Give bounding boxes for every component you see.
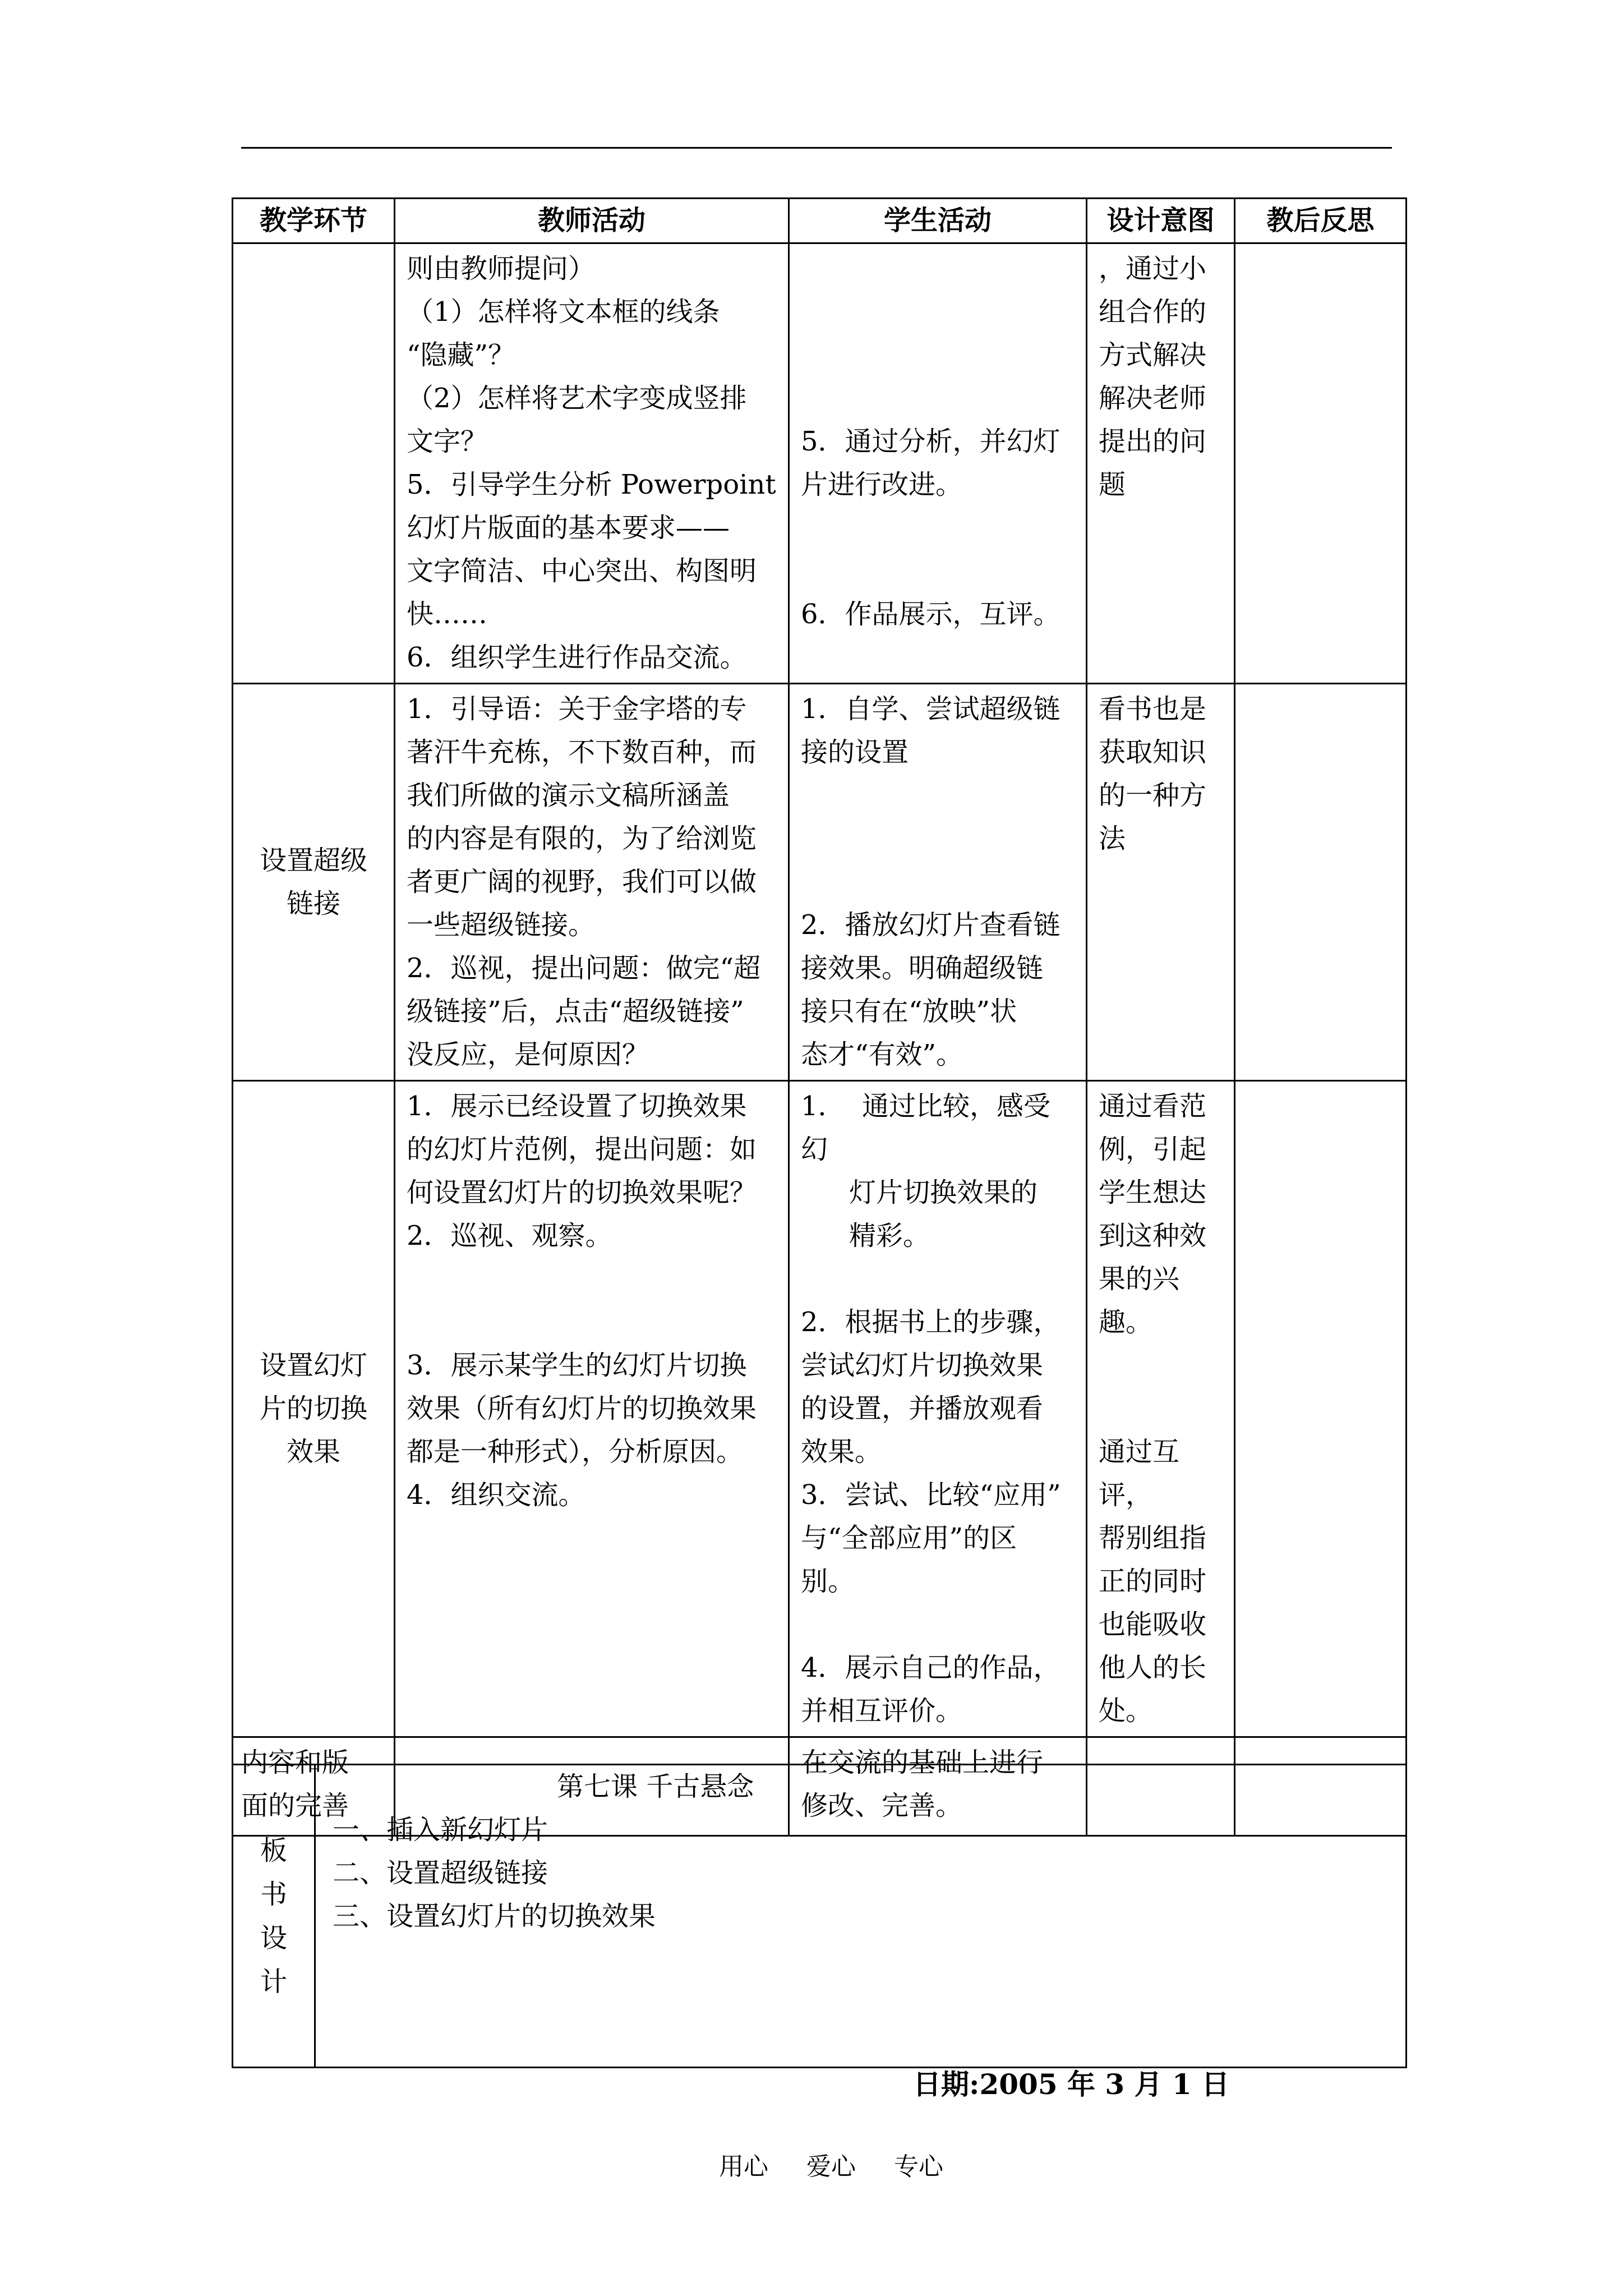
stage-cell: 内容和版 面的完善	[233, 1737, 395, 1836]
lesson-plan-table	[232, 197, 1407, 1837]
col-header-teacher: 教师活动	[395, 199, 789, 243]
stage-cell-empty	[233, 243, 395, 684]
col-header-stage: 教学环节	[233, 199, 395, 243]
board-content-cell	[315, 1765, 1407, 2068]
stage-cell: 设置超级 链接	[233, 684, 395, 1081]
teacher-cell: 1．展示已经设置了切换效果 的幻灯片范例，提出问题：如 何设置幻灯片的切换效果呢？ 2．巡视、观察。 3．展示某学生的幻灯片切换 效果（所有幻灯片的切换效果 都是一种形式），分析原因。 4．组织交流。	[395, 1081, 789, 1737]
board-title: 第七课 千古悬念	[557, 1771, 754, 1802]
intent-cell: 看书也是 获取知识 的一种方 法	[1087, 684, 1235, 1081]
board-item: 三、设置幻灯片的切换效果	[333, 1901, 656, 1932]
board-design-table	[232, 1764, 1407, 2068]
col-header-student: 学生活动	[789, 199, 1087, 243]
table-row-continued	[233, 243, 1407, 684]
page-footer	[719, 2146, 974, 2182]
board-item: 一、插入新幻灯片	[333, 1814, 548, 1846]
intent-cell: 通过看范 例，引起 学生想达 到这种效 果的兴趣。 通过互评， 帮别组指 正的同时 也能吸收 他人的长 处。	[1087, 1081, 1235, 1737]
footer-word: 用心	[719, 2152, 768, 2181]
reflection-cell	[1235, 684, 1407, 1081]
board-label-cell: 板 书 设 计	[233, 1765, 315, 2068]
reflection-cell	[1235, 243, 1407, 684]
footer-word: 专心	[894, 2152, 943, 2181]
reflection-cell	[1235, 1081, 1407, 1737]
board-item: 二、设置超级链接	[333, 1857, 548, 1889]
student-cell: 1．自学、尝试超级链 接的设置 2．播放幻灯片查看链 接效果。明确超级链 接只有在“放映”状 态才“有效”。	[789, 684, 1087, 1081]
col-header-intent: 设计意图	[1087, 199, 1235, 243]
board-row	[233, 1765, 1407, 2068]
footer-word: 爱心	[806, 2152, 856, 2181]
student-cell: 5．通过分析，并幻灯 片进行改进。 6．作品展示，互评。	[789, 243, 1087, 684]
table-header-row	[233, 199, 1407, 243]
header-rule	[241, 147, 1392, 149]
date-line: 日期:2005 年 3 月 1 日	[913, 2068, 1230, 2101]
table-row-hyperlink	[233, 684, 1407, 1081]
stage-cell: 设置幻灯 片的切换 效果	[233, 1081, 395, 1737]
col-header-reflection: 教后反思	[1235, 199, 1407, 243]
table-row-transition	[233, 1081, 1407, 1737]
student-cell: 1． 通过比较，感受幻 灯片切换效果的 精彩。 2．根据书上的步骤， 尝试幻灯片切换效果 的设置，并播放观看 效果。 3．尝试、比较“应用” 与“全部应用”的区 别。 4．展示自己的作品， 并相互评价。	[789, 1081, 1087, 1737]
teacher-cell: 1．引导语：关于金字塔的专 著汗牛充栋，不下数百种，而 我们所做的演示文稿所涵盖 的内容是有限的，为了给浏览 者更广阔的视野，我们可以做 一些超级链接。 2．巡视，提出问题：做完“超 级链接”后，点击“超级链接” 没反应，是何原因？	[395, 684, 789, 1081]
intent-cell: ，通过小 组合作的 方式解决 解决老师 提出的问 题	[1087, 243, 1235, 684]
teacher-cell: 则由教师提问） （1）怎样将文本框的线条 “隐藏”？ （2）怎样将艺术字变成竖排 文字？ 5．引导学生分析 Powerpoint 幻灯片版面的基本要求—— 文字简洁、中心突出、构图明 快…… 6．组织学生进行作品交流。	[395, 243, 789, 684]
student-cell: 在交流的基础上进行 修改、完善。	[789, 1737, 1087, 1836]
